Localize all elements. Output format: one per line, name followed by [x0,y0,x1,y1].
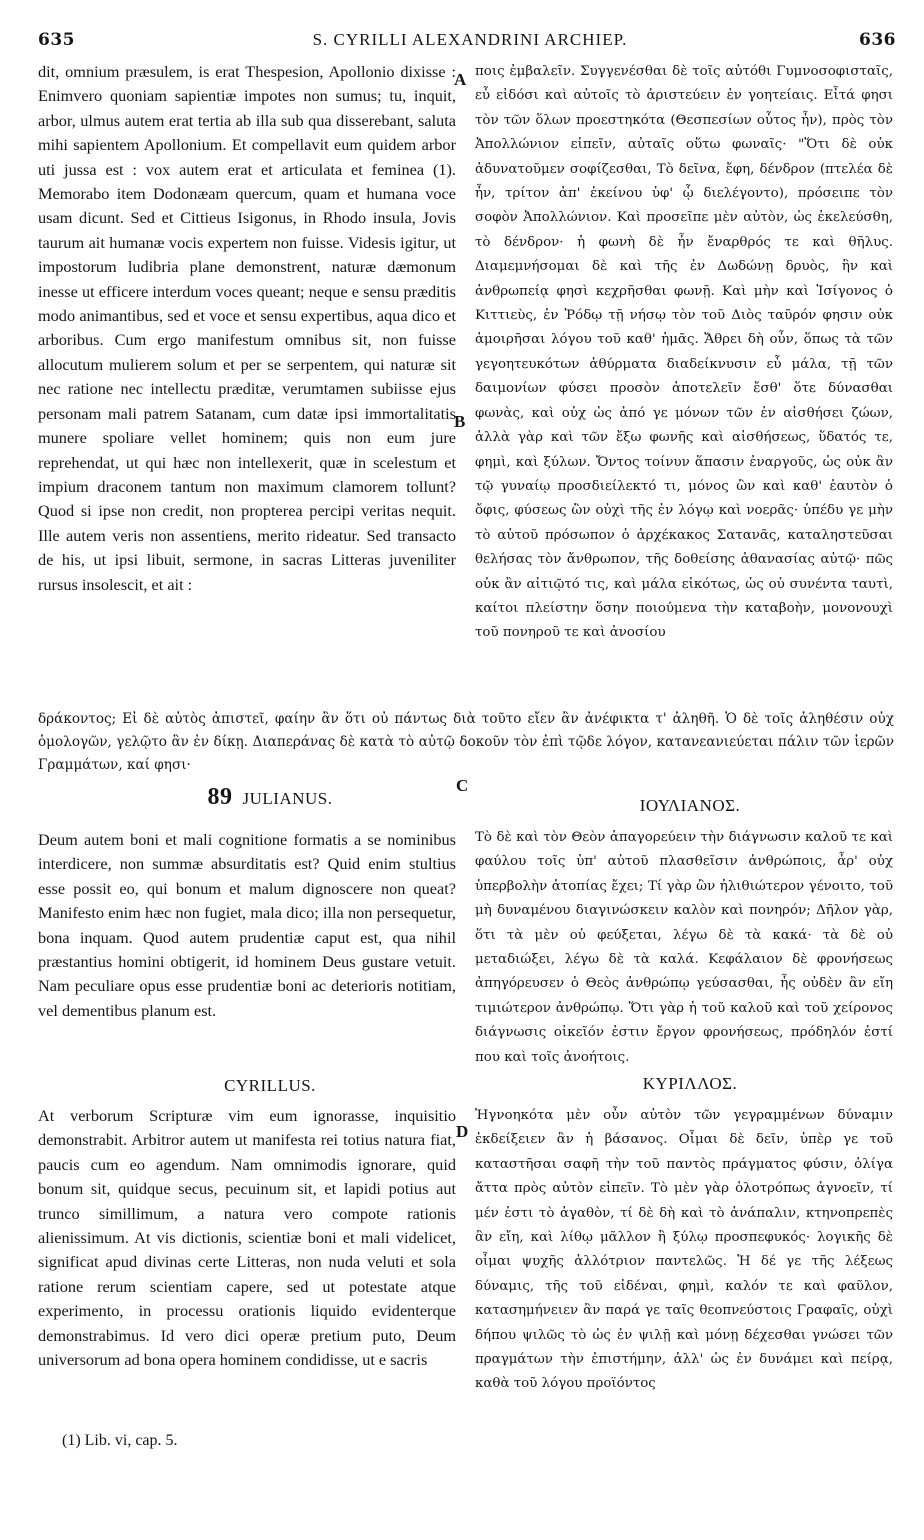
ioulianos-greek-text: Τὸ δὲ καὶ τὸν Θεὸν ἀπαγορεύειν τὴν διάγνωσιν καλοῦ τε καὶ φαύλου τοῖς ὑπ' αὐτοῦ πλασθεῖσιν ἀνθρώποις, ἆρ' οὐχ ὑπερβολὴν ἀτοπίας ἔχει; Τί γὰρ ὢν ἠλιθιώτερον γένοιτο, τοῦ μὴ δυναμένου διαγινώσκειν καλὸν καὶ πονηρόν; Δῆλον γὰρ, ὅτι τὰ μὲν οὐ φεύξεται, λέγω δὲ τὰ κακά· τὰ δὲ οὐ μεταδιώξει, λέγω δὲ τὰ καλά. Κεφάλαιον δὲ φρονήσεως ἀπηγόρευσεν ὁ Θεὸς ἀνθρώπῳ γεύσασθαι, ἧς οὐδὲν ἂν εἴη τιμιώτερον ἀνθρώπῳ. Ὅτι γὰρ ἡ τοῦ καλοῦ καὶ τοῦ χείρονος διάγνωσις οἰκεῖόν ἐστιν ἔργον φρονήσεως, πρόδηλόν ἐστί που καὶ τοῖς ἀνοήτοις. [475,830,893,1065]
page-number-left: 635 [38,30,75,50]
kyrillos-greek-text: Ἠγνοηκότα μὲν οὖν αὐτὸν τῶν γεγραμμένων δύναμιν ἐκδείξειεν ἂν ἡ βάσανος. Οἶμαι δὲ δεῖν, ὑπὲρ γε τοῦ καταστῆσαι σαφῆ τὴν τοῦ παντὸς πράγματος φύσιν, ὀλίγα ἄττα πρὸς αὐτὸν εἰπεῖν. Τὸ μὲν γὰρ ὁλοτρόπως ἀγνοεῖν, τί μέν ἐστι τὸ ἀγαθὸν, τί δὲ δὴ καὶ τὸ ἀνάπαλιν, κτηνοπρεπὲς ἂν εἴη, καὶ λίθῳ μᾶλλον ἢ ξύλῳ προσπεφυκός· λογικῆς δὲ οἶμαι ψυχῆς ἀλλότριον παντελῶς. Ἡ δέ γε τῆς λέξεως δύναμις, τῆς τοῦ εἰδέναι, φημὶ, καλόν τε καὶ φαῦλον, κατασημήνειεν ἂν παρά γε ταῖς θεοπνεύστοις Γραφαῖς, οὐχὶ δήπου ψιλῶς τὸ ὡς ἐν ψιλῇ καὶ μόνῃ δέχεσθαι γνώσει τῶν πραγμάτων τὴν ἐπιστήμην, ἀλλ' ὡς ἐν δυνάμει καὶ πείρᾳ, καθὰ τοῦ λόγου προϊόντος [475,1108,893,1392]
cyrillus-latin-text: At verborum Scripturæ vim eum ignorasse, inquisitio demonstrabit. Arbitror autem ut manifesta rei totius natura fiat, paucis cum eo agendum. Nam omnimodis ignorare, quid bonum sit, quidque secus, pecuinum sit, et lapidi potius aut trunco simillimum, a natura vero compote rationis alienissimum. At vis dictionis, scientiæ boni et mali videlicet, significat apud divinas certe Litteras, non nuda veluti et sola ratione rerum scientiam capere, sed ut potestate atque experimento, in processu orationis liquido evidenterque demonstrabimus. Id vero dici operæ pretium puto, Deum universorum ad bona opera hominem condidisse, ut e sacris [38,1106,456,1370]
margin-letter-c: C [456,776,469,795]
running-title: S. CYRILLI ALEXANDRINI ARCHIEP. [312,30,628,49]
latin-column-top: dit, omnium præsulem, is erat Thespesion, Apollonio dixisse : Enimvero quoniam sapientiæ impotes non sumus; tu, inquit, arbor, ulmus autem erat tertia ab illa sub qua disserebant, saluta mihi sapientem Apollonium. Et compellavit eum quidem arbor uti jussa est : vox autem erat et articulata et feminea (1). Memorabo item Dodonæam quercum, quam et humana voce usam dicunt. Sed et Cittieus Isigonus, in Rhodo insula, Jovis taurum ait humanæ vocis expertem non fuisse. Videsis igitur, ut impostorum ludibria plane demonstrent, naturæ dæmonum inesse ut efficere interdum voces queant; neque e sensu præditis modo animantibus, sed et voce et sensu expertibus, aqua dico et arboribus. Cum ergo manifestum omnibus sit, non fuisse allocutum mulierem solum et per se serpentem, qui naturæ sit nec ratione nec intellectu præditæ, verumtamen subiisse ejus personam mali patrem Satanam, cum datæ ipsi immortalitatis munere spoliare vellet hominem; quis non eum jure reprehendat, ut qui hæc non intellexerit, quæ in scelestum et impium draconem tantum non maximum clamorem tollunt? Quod si ipse non credit, non propterea percipi veritas nequit. Ille autem veris non assentiens, merito rideatur. Sed transacto de his, ut ipsi libuit, sermone, in sacras Litteras juveniliter rursus insolescit, et ait : [38,62,456,594]
page-number-right: 636 [859,30,896,50]
greek-full-width-paragraph: δράκοντος; Εἰ δὲ αὐτὸς ἀπιστεῖ, φαίην ἂν ὅτι οὐ πάντως διὰ τοῦτο εἴεν ἂν ἀνέφικτα τ' ἀληθῆ. Ὁ δὲ τοῖς ἀληθέσιν οὐχ ὁμολογῶν, γελῷτο ἂν ἐν δίκῃ. Διαπεράνας δὲ κατὰ τὸ αὐτῷ δοκοῦν τὸν ἐπὶ τῷδε λόγον, κατανεανιεύεται πάλιν τῶν ἱερῶν Γραμμάτων, καί φησι· [38,711,894,773]
section-heading-ioulianos: ΙΟΥΛΙΑΝΟΣ. [639,796,741,815]
margin-letter-a: A [454,70,467,89]
section-heading-cyrillus: CYRILLUS. [224,1076,316,1095]
section-number: 89 [207,784,233,810]
greek-column-top: ποις ἐμβαλεῖν. Συγγενέσθαι δὲ τοῖς αὐτόθι Γυμνοσοφισταῖς, εὖ εἰδόσι καὶ αὐτοῖς τὸ ἀριστεύειν ἐν γοητείαις. Εἶτά φησι τὸν τῶν ὅλων προεστηκότα (Θεσπεσίων οὗτος ἦν), πρὸς τὸν Ἀπολλώνιον εἰπεῖν, αὐταῖς οὕτω φωναῖς· "Ὅτι δὲ οὐκ ἀδυνατοῦμεν σοφίζεσθαι, Τὸ δεῖνα, ἔφη, δένδρον (πτελέα δὲ ἦν, τρίτον ἀπ' ἐκείνου ὑφ' ᾧ διελέγοντο), πρόσειπε τὸν σοφὸν Ἀπολλώνιον. Καὶ προσεῖπε μὲν αὐτὸν, ὡς ἐκελεύσθη, τὸ δένδρον· ἡ φωνὴ δὲ ἦν ἔναρθρός τε καὶ θῆλυς. Διαμεμνήσομαι δὲ καὶ τῆς ἐν Δωδώνῃ δρυὸς, ἣν καὶ ἀνθρωπείᾳ φησὶ κεχρῆσθαι φωνῇ. Καὶ μὴν καὶ Ἰσίγονος ὁ Κιττιεὺς, ἐν Ῥόδῳ τῇ νήσῳ τὸν τοῦ Διὸς ταῦρόν φησιν οὐκ ἀμοιρῆσαι λόγου τοῦ καθ' ἡμᾶς. Ἄθρει δὴ οὖν, ὅπως τὰ τῶν γεγοητευκότων ἀθύρματα διαδείκνυσιν εὖ μάλα, τῇ τῶν δαιμονίων φύσει προσὸν ἀποτελεῖν ἔσθ' ὅτε δύνασθαι φωνὰς, καὶ οὐχ ὡς ἀπό γε μόνων τῶν ἐν αἰσθήσει ζώων, ἀλλὰ γὰρ καὶ τῶν ἔξω φωνῆς καὶ αἰσθήσεως, ὕδατός τε, φημὶ, καὶ ξύλων. Ὄντος τοίνυν ἅπασιν ἐναργοῦς, ὡς οὐκ ἂν τῷ γυναίῳ προσδιείλεκτό τι, μόνος ὢν καὶ καθ' ἑαυτὸν ὁ ὄφις, φύσεως ὢν οὐχὶ τῆς ἐν λόγῳ καὶ νοερᾶς· ὑπέδυ γε μὴν τὸ αὐτοῦ πρόσωπον ὁ ἀρχέκακος Σατανᾶς, καταληστεῦσαι θελήσας τὸν ἄνθρωπον, τῆς δοθείσης ἀθανασίας αὐτῷ· πῶς οὐκ ἂν αἰτιῷτό τις, καὶ μάλα εἰκότως, ὡς οὐ συνέντα ταυτὶ, καίτοι πλείστην ὅσην ποιούμενα τὴν καταβοὴν, μονονουχὶ τοῦ πονηροῦ τε καὶ ἀνοσίου [475,64,893,641]
julianus-latin-text: Deum autem boni et mali cognitione formatis a se nominibus interdicere, non summæ absurditatis est? Quid enim stultius esse possit eo, qui bonum et malum dignoscere non queat? Manifesto enim hæc non fugiet, mala dico; illa non persequetur, bona inquam. Quod autem prudentiæ caput est, qua nihil præstantius homini obtigerit, id hominem Deus gustare vetuit. Nam peculiare opus esse prudentiæ boni ac deterioris notitiam, vel dementibus planum est. [38,830,456,1020]
section-heading-julianus [150,784,390,811]
section-title: JULIANUS. [242,789,333,808]
section-heading-kyrillos: ΚΥΡΙΛΛΟΣ. [642,1074,738,1093]
margin-letter-b: B [454,412,466,431]
footnote: (1) Lib. vi, cap. 5. [62,1432,178,1449]
margin-letter-d: D [456,1122,469,1141]
